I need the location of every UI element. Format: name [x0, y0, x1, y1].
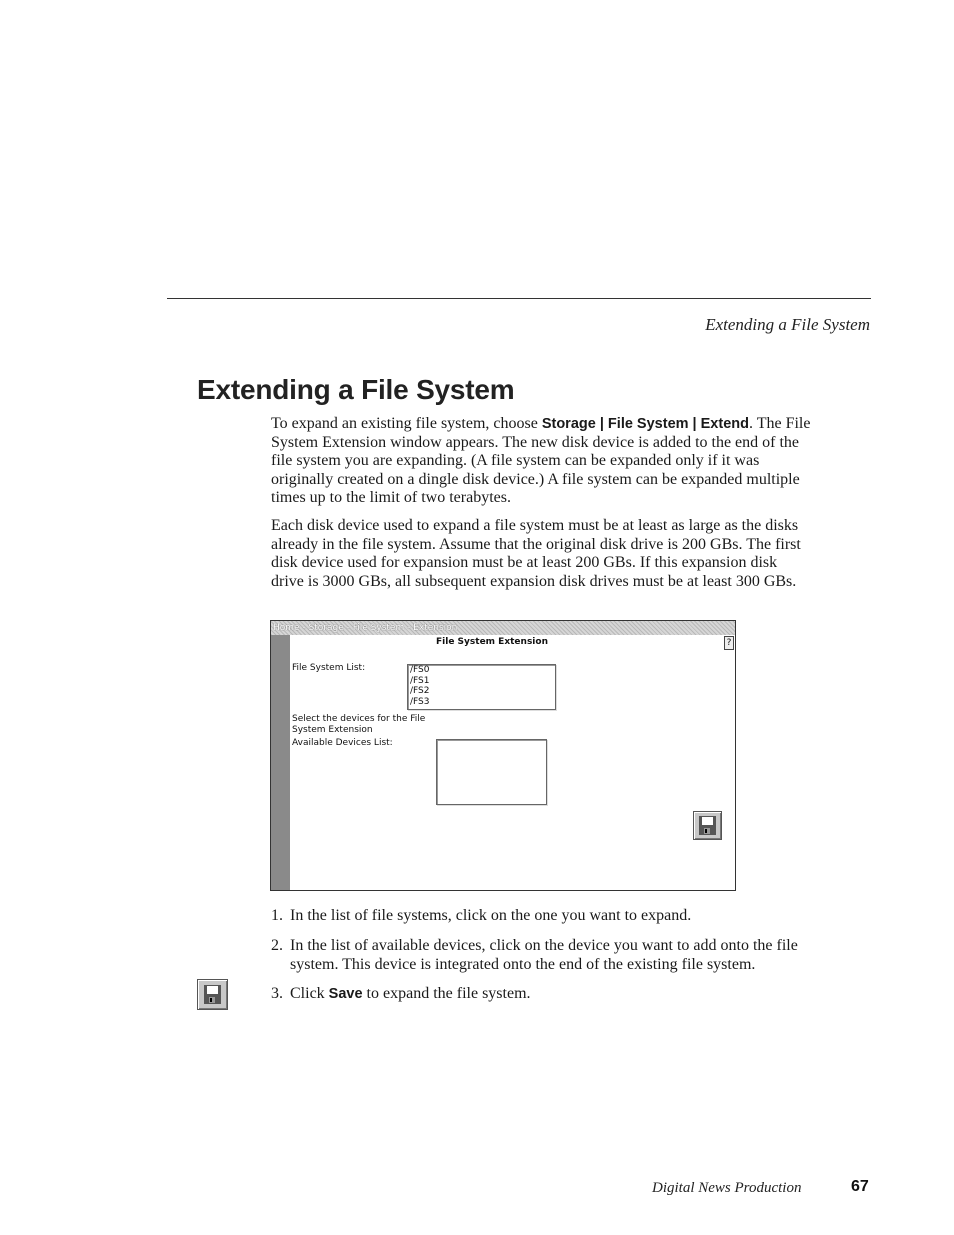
select-prompt-line1: Select the devices for the File	[292, 714, 426, 724]
save-icon-margin	[197, 979, 228, 1010]
select-prompt-line2: System Extension	[292, 725, 373, 735]
available-devices-listbox[interactable]	[436, 739, 547, 805]
save-button[interactable]	[693, 811, 722, 840]
list-item[interactable]: /FS1	[410, 675, 430, 686]
step-number: 2.	[271, 937, 283, 954]
file-system-extension-screenshot	[270, 620, 736, 891]
fs-list-label: File System List:	[292, 663, 366, 673]
intro-text-end: . The File System Extension window appears. The new disk device is added to the end of the file system you are expanding. (A file system can be expanded only if it was originally created on a dingle disk device.) A file system can be expanded multiple times up to the limit of two terabytes.	[271, 415, 811, 507]
step-number: 1.	[271, 907, 283, 924]
section-heading: Extending a File System	[197, 374, 515, 405]
requirements-paragraph: Each disk device used to expand a file system must be at least as large as the disks already in the file system. Assume that the original disk drive is 200 GBs. The first disk device used for expansion must be at least 200 GBs. If this expansion disk drive is 3000 GBs, all subsequent expansion disk drives must be at least 300 GBs.	[271, 517, 801, 590]
page-number: 67	[851, 1178, 869, 1195]
step-number: 3.	[271, 985, 283, 1002]
intro-text-start: To expand an existing file system, choose	[271, 415, 542, 432]
left-sidebar	[271, 635, 290, 890]
running-header: Extending a File System	[705, 315, 870, 334]
list-item[interactable]: /FS2	[410, 686, 430, 696]
window-title: File System Extension	[436, 637, 548, 647]
intro-paragraph	[271, 415, 811, 508]
step-text	[271, 985, 816, 1004]
breadcrumb-bar	[271, 621, 735, 635]
save-floppy-icon	[699, 816, 716, 835]
fs-listbox[interactable]	[407, 664, 556, 710]
step-1	[271, 907, 816, 926]
step-text-end: to expand the file system.	[362, 985, 531, 1002]
list-item[interactable]: /FS0	[410, 665, 430, 675]
footer-book-title: Digital News Production	[652, 1180, 802, 1196]
breadcrumb[interactable]: Home - Storage - File System - Extension	[273, 623, 458, 633]
list-item[interactable]: /FS3	[410, 696, 430, 707]
step-text: In the list of file systems, click on the one you want to expand.	[290, 907, 692, 924]
step-2	[271, 937, 816, 974]
step-text-start: Click	[290, 985, 329, 1002]
step-text: In the list of available devices, click on the device you want to add onto the file system. This device is integrated onto the end of the existing file system.	[290, 937, 798, 973]
help-icon[interactable]: ?	[724, 636, 734, 650]
step-3	[271, 985, 816, 1004]
available-devices-label: Available Devices List:	[292, 738, 393, 748]
header-rule	[167, 298, 871, 299]
save-floppy-icon	[204, 985, 221, 1004]
menu-path: Storage | File System | Extend	[541, 416, 749, 432]
save-label: Save	[328, 986, 363, 1002]
